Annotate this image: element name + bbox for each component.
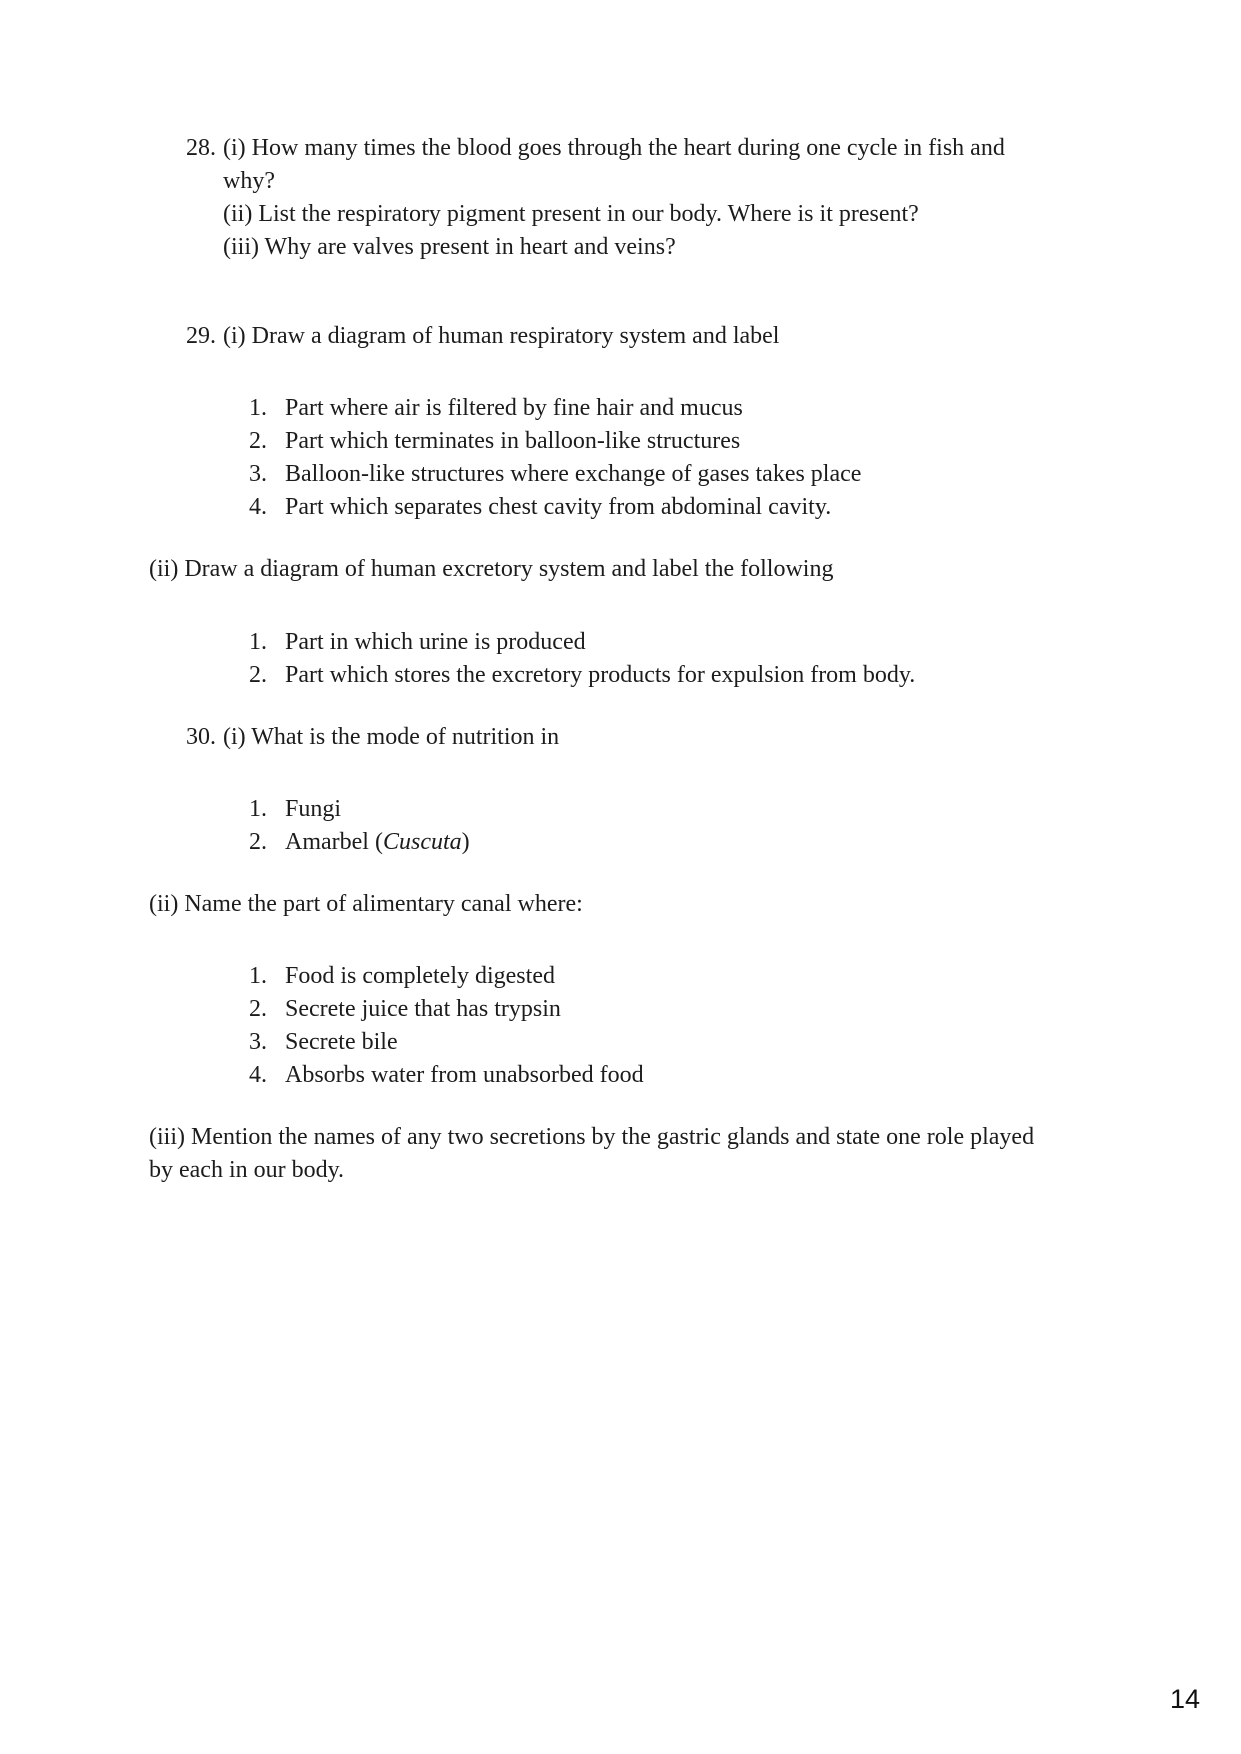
list-number: 1.: [249, 395, 267, 421]
question-text: (i) How many times the blood goes through the heart during one cycle in fish and: [223, 135, 1005, 161]
list-item: Part which separates chest cavity from abdominal cavity.: [285, 494, 832, 520]
list-item: Absorbs water from unabsorbed food: [285, 1062, 644, 1088]
list-item: Part which terminates in balloon-like structures: [285, 428, 741, 454]
list-number: 2.: [249, 662, 267, 688]
question-text: (i) What is the mode of nutrition in: [223, 724, 560, 750]
list-item: Food is completely digested: [285, 963, 555, 989]
list-number: 2.: [249, 428, 267, 454]
list-item: Part where air is filtered by fine hair and mucus: [285, 395, 743, 421]
question-text: (iii) Mention the names of any two secretions by the gastric glands and state one role played: [149, 1124, 1035, 1150]
question-text: (ii) List the respiratory pigment present in our body. Where is it present?: [223, 201, 919, 227]
question-number: 30.: [186, 724, 216, 750]
list-number: 4.: [249, 494, 267, 520]
list-number: 3.: [249, 461, 267, 487]
list-item-text: ): [461, 829, 470, 855]
list-number: 4.: [249, 1062, 267, 1088]
list-item: [285, 827, 470, 857]
list-number: 2.: [249, 996, 267, 1022]
list-item: Secrete juice that has trypsin: [285, 996, 561, 1022]
list-item: Part in which urine is produced: [285, 629, 586, 655]
scientific-name: Cuscuta: [382, 829, 462, 855]
list-number: 1.: [249, 963, 267, 989]
list-item: Part which stores the excretory products for expulsion from body.: [285, 662, 916, 688]
list-number: 1.: [249, 629, 267, 655]
question-number: 28.: [186, 135, 216, 161]
list-item: Balloon-like structures where exchange of gases takes place: [285, 461, 862, 487]
question-text: (i) Draw a diagram of human respiratory system and label: [223, 323, 780, 349]
list-item: Fungi: [285, 796, 342, 822]
question-text: (ii) Name the part of alimentary canal where:: [149, 891, 583, 917]
list-item: Secrete bile: [285, 1029, 398, 1055]
list-number: 2.: [249, 829, 267, 855]
question-text: (iii) Why are valves present in heart and veins?: [223, 234, 676, 260]
list-number: 1.: [249, 796, 267, 822]
list-number: 3.: [249, 1029, 267, 1055]
question-text: why?: [223, 168, 275, 194]
page-number: 14: [1170, 1684, 1201, 1714]
question-text: by each in our body.: [149, 1157, 345, 1183]
question-text: (ii) Draw a diagram of human excretory system and label the following: [149, 556, 834, 582]
list-item-text: Amarbel (: [285, 829, 383, 855]
question-number: 29.: [186, 323, 216, 349]
